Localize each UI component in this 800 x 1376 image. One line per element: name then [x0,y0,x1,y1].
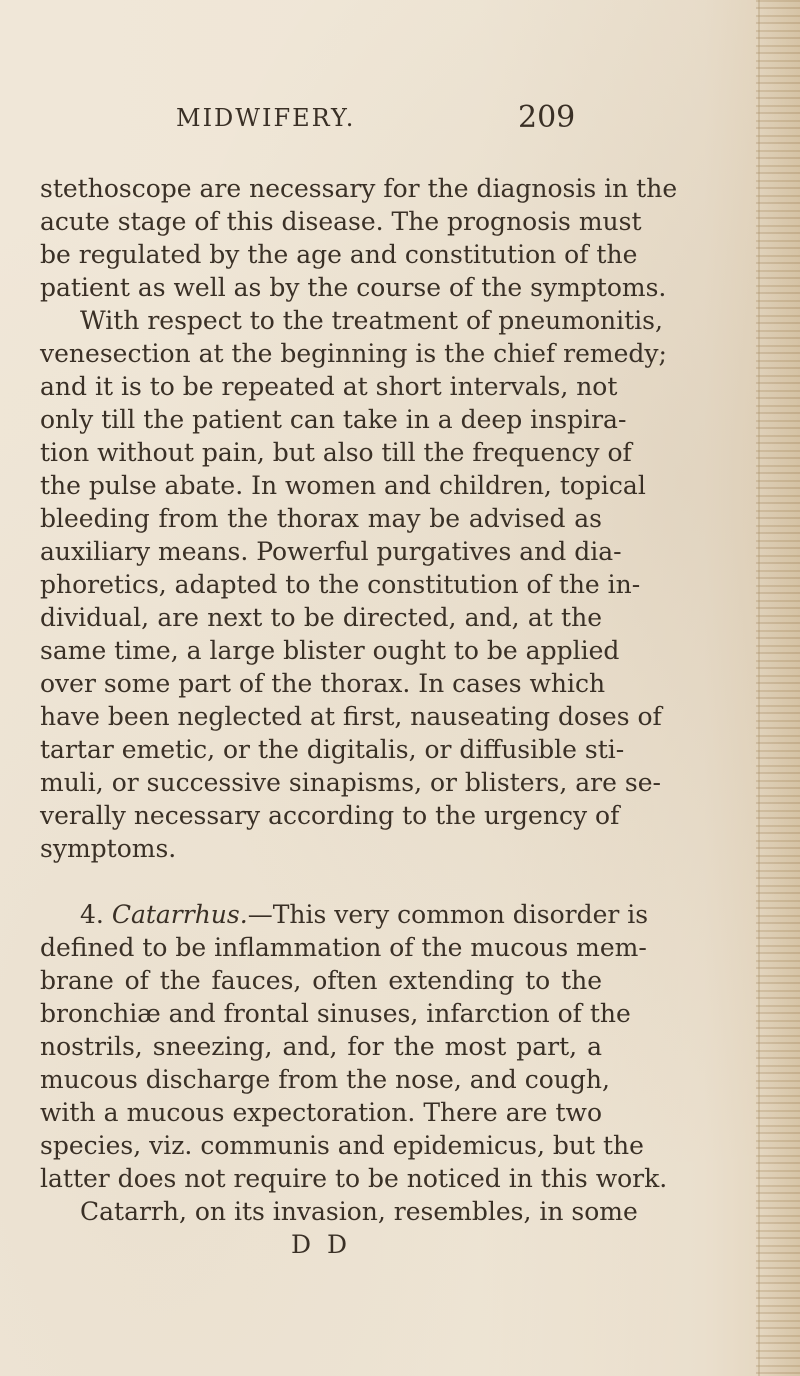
running-title: MIDWIFERY. [176,104,356,132]
page-edge-shadow [756,0,800,1376]
text-line: nostrils, sneezing, and, for the most part, a [40,1032,602,1061]
text-line: species, viz. communis and epidemicus, but the [40,1131,644,1160]
text-line: same time, a large blister ought to be applied [40,636,620,665]
text-line: tartar emetic, or the digitalis, or diffusible sti- [40,735,625,764]
body-text [40,172,678,1261]
text-line: bronchiæ and frontal sinuses, infarction of the [40,999,631,1028]
section-heading: Catarrhus. [111,900,248,929]
text-line: symptoms. [40,834,177,863]
text-line: latter does not require to be noticed in this work. [40,1164,668,1193]
text-line: venesection at the beginning is the chief remedy; [40,339,667,368]
text-line: be regulated by the age and constitution of the [40,240,638,269]
text-line: tion without pain, but also till the frequency of [40,438,632,467]
section-heading-rest: —This very common disorder is [247,900,649,929]
text-line: phoretics, adapted to the constitution of the in- [40,570,641,599]
text-line: the pulse abate. In women and children, topical [40,471,646,500]
text-line: patient as well as by the course of the symptoms. [40,273,667,302]
text-line: over some part of the thorax. In cases which [40,669,606,698]
text-line: dividual, are next to be directed, and, at the [40,603,602,632]
text-line: only till the patient can take in a deep inspira- [40,405,627,434]
text-line: verally necessary according to the urgency of [40,801,620,830]
paragraph-gap [40,865,602,898]
text-line: auxiliary means. Powerful purgatives and dia- [40,537,622,566]
text-line: Catarrh, on its invasion, resembles, in some [80,1197,638,1226]
text-line: bleeding from the thorax may be advised as [40,504,602,533]
text-line: muli, or successive sinapisms, or blisters, are se- [40,768,661,797]
text-line: mucous discharge from the nose, and cough, [40,1065,610,1094]
section-number: 4. [80,900,104,929]
text-line: brane of the fauces, often extending to the [40,966,602,995]
text-line: With respect to the treatment of pneumonitis, [80,306,663,335]
signature-mark: D D [290,1230,352,1259]
text-line: and it is to be repeated at short intervals, not [40,372,618,401]
text-line: defined to be inflammation of the mucous mem- [40,933,647,962]
page-number: 209 [518,100,576,135]
text-line: acute stage of this disease. The prognosis must [40,207,642,236]
text-line: stethoscope are necessary for the diagnosis in the [40,174,678,203]
page-edge-line [758,0,760,1376]
text-line: with a mucous expectoration. There are two [40,1098,602,1127]
page-header [100,100,600,144]
text-line: have been neglected at first, nauseating doses of [40,702,662,731]
section-heading-line [40,898,649,931]
